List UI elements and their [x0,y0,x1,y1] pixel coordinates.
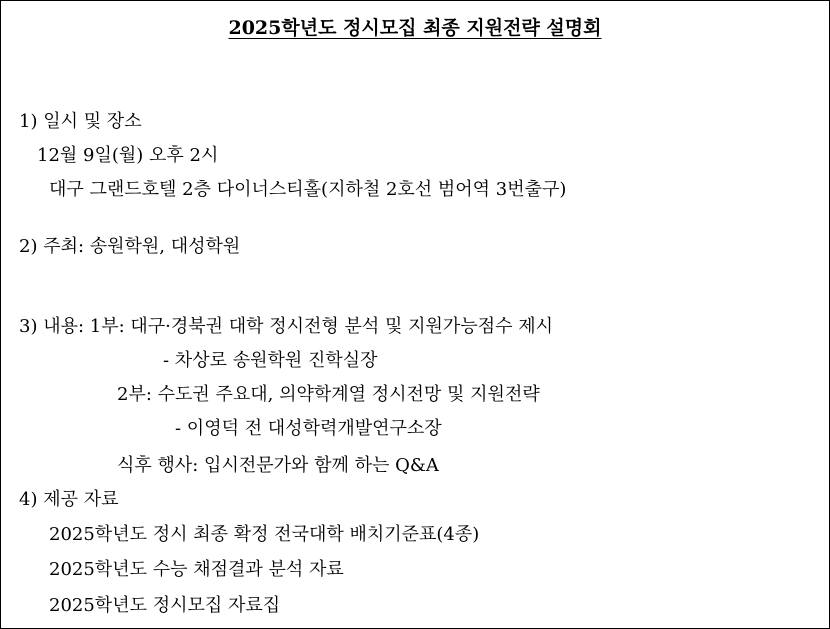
event-venue: 대구 그랜드호텔 2층 다이너스티홀(지하철 2호선 범어역 3번출구) [49,179,567,200]
material-item: 2025학년도 정시 최종 확정 전국대학 배치기준표(4종) [49,524,480,545]
section2-heading: 2) 주최: 송원학원, 대성학원 [19,236,241,257]
part1-speaker: - 차상로 송원학원 진학실장 [163,350,378,371]
part2-speaker: - 이영덕 전 대성학력개발연구소장 [175,418,442,439]
section4-heading: 4) 제공 자료 [19,489,119,510]
notice-title-text: 2025학년도 정시모집 최종 지원전략 설명회 [228,17,602,39]
material-item: 2025학년도 정시모집 자료집 [49,595,281,616]
event-date: 12월 9일(월) 오후 2시 [37,145,219,166]
part2-content: 2부: 수도권 주요대, 의약학계열 정시전망 및 지원전략 [117,384,540,405]
section3-heading: 3) 내용: 1부: 대구·경북권 대학 정시전형 분석 및 지원가능점수 제시 [19,316,553,337]
section1-heading: 1) 일시 및 장소 [19,111,142,132]
material-item: 2025학년도 수능 채점결과 분석 자료 [49,559,344,580]
after-event: 식후 행사: 입시전문가와 함께 하는 Q&A [117,455,439,476]
notice-title [1,19,829,38]
